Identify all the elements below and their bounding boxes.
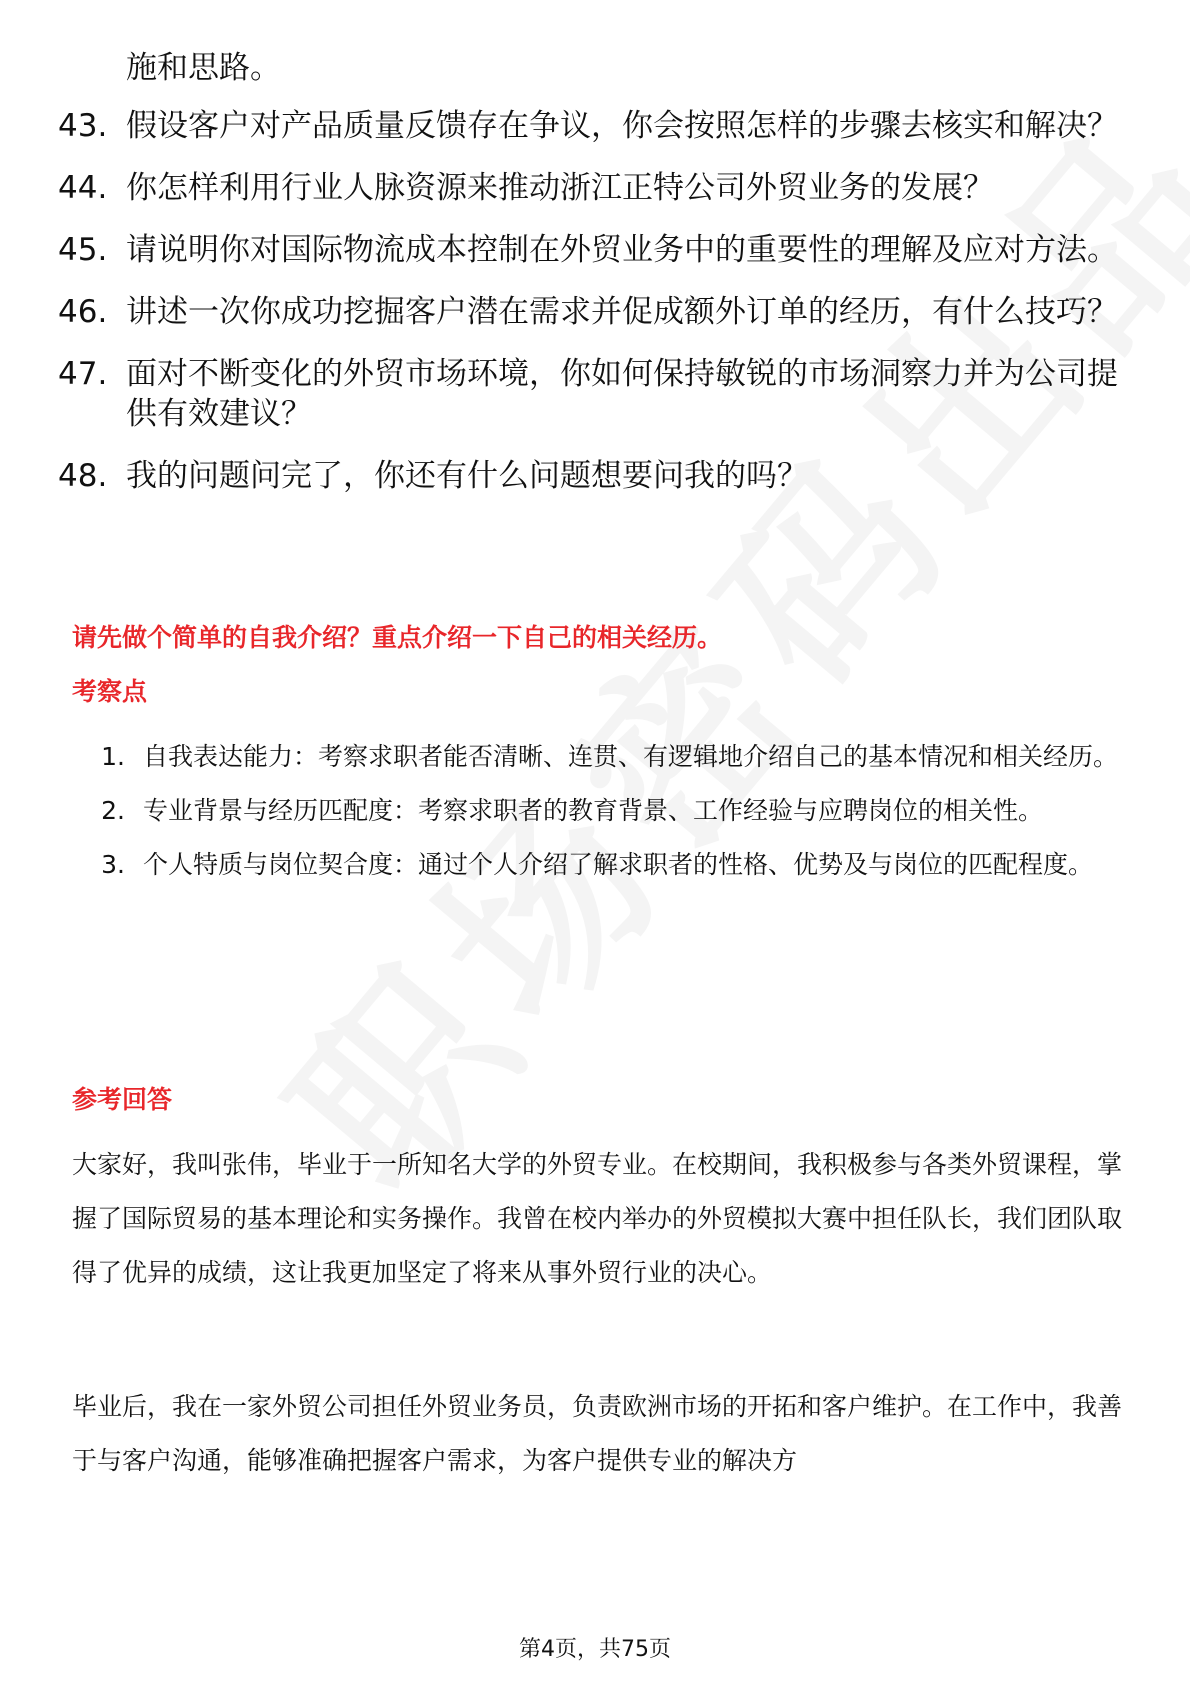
question-item (58, 230, 1128, 270)
exam-point-item (72, 784, 1122, 838)
question-item (58, 456, 1128, 496)
question-number: 47. (58, 356, 108, 392)
question-list (58, 48, 1128, 518)
exam-points-heading: 考察点 (72, 677, 148, 706)
exam-point-item (72, 838, 1122, 892)
page-footer: 第4页，共75页 (519, 1637, 671, 1662)
question-number: 44. (58, 170, 108, 206)
exam-point-item (72, 730, 1122, 784)
exam-point-number: 2. (101, 796, 125, 825)
question-item (58, 292, 1128, 332)
question-number: 48. (58, 458, 108, 494)
exam-points-list (72, 730, 1122, 892)
question-number: 46. (58, 294, 108, 330)
question-text: 施和思路。 (126, 50, 281, 86)
reference-answer-heading: 参考回答 (72, 1085, 173, 1114)
question-item (58, 48, 1128, 88)
question-item (58, 354, 1128, 434)
question-item (58, 106, 1128, 146)
question-text: 我的问题问完了，你还有什么问题想要问我的吗？ (126, 458, 808, 494)
question-text: 讲述一次你成功挖掘客户潜在需求并促成额外订单的经历，有什么技巧？ (126, 294, 1118, 330)
question-number: 43. (58, 108, 108, 144)
question-item (58, 168, 1128, 208)
question-number: 45. (58, 232, 108, 268)
section-title: 请先做个简单的自我介绍？重点介绍一下自己的相关经历。 (72, 623, 723, 652)
answer-paragraph: 毕业后，我在一家外贸公司担任外贸业务员，负责欧洲市场的开拓和客户维护。在工作中，我善于与客户沟通，能够准确把握客户需求，为客户提供专业的解决方 (72, 1392, 1123, 1475)
exam-point-number: 1. (101, 742, 125, 771)
exam-point-text: 自我表达能力：考察求职者能否清晰、连贯、有逻辑地介绍自己的基本情况和相关经历。 (143, 742, 1119, 771)
question-text: 假设客户对产品质量反馈存在争议，你会按照怎样的步骤去核实和解决？ (126, 108, 1118, 144)
question-text: 面对不断变化的外贸市场环境，你如何保持敏锐的市场洞察力并为公司提供有效建议？ (126, 356, 1118, 432)
exam-point-text: 专业背景与经历匹配度：考察求职者的教育背景、工作经验与应聘岗位的相关性。 (143, 796, 1044, 825)
exam-point-text: 个人特质与岗位契合度：通过个人介绍了解求职者的性格、优势及与岗位的匹配程度。 (143, 850, 1094, 879)
exam-point-number: 3. (101, 850, 125, 879)
question-number (58, 48, 126, 88)
question-text: 请说明你对国际物流成本控制在外贸业务中的重要性的理解及应对方法。 (126, 232, 1118, 268)
question-text: 你怎样利用行业人脉资源来推动浙江正特公司外贸业务的发展？ (126, 170, 994, 206)
answer-paragraph: 大家好，我叫张伟，毕业于一所知名大学的外贸专业。在校期间，我积极参与各类外贸课程，掌握了国际贸易的基本理论和实务操作。我曾在校内举办的外贸模拟大赛中担任队长，我们团队取得了优异的成绩，这让我更加坚定了将来从事外贸行业的决心。 (72, 1150, 1123, 1287)
